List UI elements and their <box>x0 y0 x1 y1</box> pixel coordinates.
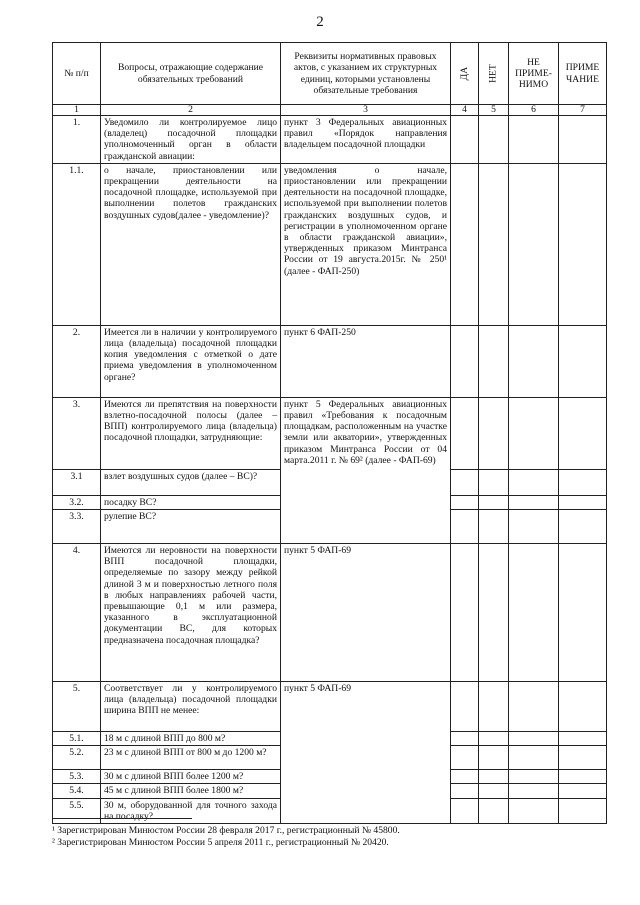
row-number: 3.1 <box>53 469 101 495</box>
question-cell: Соответствует ли у контролируемого лица (владельца) посадочной площадки ширина ВПП не менее: <box>101 682 281 732</box>
table-header-row <box>53 43 607 105</box>
col-number: 7 <box>559 105 607 116</box>
header-note: ПРИМЕ ЧАНИЕ <box>559 43 607 105</box>
header-questions: Вопросы, отражающие содержание обязательных требований <box>101 43 281 105</box>
not-applicable-cell[interactable] <box>509 770 559 784</box>
row-number: 1. <box>53 116 101 164</box>
question-cell: Имеются ли неровности на поверхности ВПП посадочной площадки, определяемые по зазору между рейкой длиной 3 м и поверхностью летного поля в любых направлениях рабочей части, превышающие 0,1 м или размера, указанного в эксплуатационной документации ВС, для которых предназначена посадочная площадка? <box>101 544 281 682</box>
not-applicable-cell[interactable] <box>509 325 559 397</box>
col-number: 5 <box>479 105 509 116</box>
yes-cell[interactable] <box>451 746 479 770</box>
header-num: № п/п <box>53 43 101 105</box>
question-cell: 18 м с длиной ВПП до 800 м? <box>101 732 281 746</box>
yes-cell[interactable] <box>451 784 479 798</box>
row-number: 2. <box>53 325 101 397</box>
question-cell: Имеется ли в наличии у контролируемого лица (владельца) посадочной площадки копия уведомления с отметкой о дате приема уведомления в уполномоченном органе? <box>101 325 281 397</box>
row-number: 3. <box>53 397 101 469</box>
note-cell[interactable] <box>559 495 607 509</box>
col-number: 4 <box>451 105 479 116</box>
question-cell: взлет воздушных судов (далее – ВС)? <box>101 469 281 495</box>
no-cell[interactable] <box>479 544 509 682</box>
no-cell[interactable] <box>479 325 509 397</box>
header-yes: ДА <box>451 43 479 105</box>
note-cell[interactable] <box>559 163 607 325</box>
yes-cell[interactable] <box>451 469 479 495</box>
not-applicable-cell[interactable] <box>509 469 559 495</box>
note-cell[interactable] <box>559 784 607 798</box>
note-cell[interactable] <box>559 325 607 397</box>
question-cell: о начале, приостановлении или прекращении деятельности на посадочной площадке, используемой при выполнении полетов гражданских воздушных судов(далее - уведомление)? <box>101 163 281 325</box>
question-cell: 30 м, оборудованной для точного захода на посадку? <box>101 798 281 823</box>
not-applicable-cell[interactable] <box>509 397 559 469</box>
table-row <box>53 163 607 325</box>
row-number: 5.1. <box>53 732 101 746</box>
footnotes <box>52 818 606 849</box>
row-number: 5.3. <box>53 770 101 784</box>
note-cell[interactable] <box>559 544 607 682</box>
page-number: 2 <box>316 14 324 30</box>
header-no: НЕТ <box>479 43 509 105</box>
note-cell[interactable] <box>559 397 607 469</box>
no-cell[interactable] <box>479 770 509 784</box>
no-cell[interactable] <box>479 682 509 732</box>
requirements-table <box>52 42 607 824</box>
no-cell[interactable] <box>479 116 509 164</box>
question-cell: 30 м с длиной ВПП более 1200 м? <box>101 770 281 784</box>
column-numbers-row <box>53 105 607 116</box>
yes-cell[interactable] <box>451 495 479 509</box>
row-number: 1.1. <box>53 163 101 325</box>
no-cell[interactable] <box>479 163 509 325</box>
requisite-cell: пункт 5 ФАП-69 <box>281 682 451 824</box>
col-number: 6 <box>509 105 559 116</box>
table-row <box>53 682 607 732</box>
row-number: 5. <box>53 682 101 732</box>
requisite-cell: пункт 3 Федеральных авиационных правил «Порядок направления владельцем посадочной площадки <box>281 116 451 164</box>
question-cell: Имеются ли препятствия на поверхности взлетно-посадочной полосы (далее – ВПП) контролируемого лица (владельца) посадочной площадки, затрудняющие: <box>101 397 281 469</box>
yes-cell[interactable] <box>451 163 479 325</box>
footnote-2: ² Зарегистрирован Минюстом России 5 апреля 2011 г., регистрационный № 20420. <box>52 837 389 848</box>
not-applicable-cell[interactable] <box>509 682 559 732</box>
note-cell[interactable] <box>559 746 607 770</box>
footnote-1: ¹ Зарегистрирован Минюстом России 28 февраля 2017 г., регистрационный № 45800. <box>52 825 400 836</box>
yes-cell[interactable] <box>451 325 479 397</box>
col-number: 3 <box>281 105 451 116</box>
not-applicable-cell[interactable] <box>509 495 559 509</box>
footnote-divider <box>52 818 192 819</box>
table-row <box>53 325 607 397</box>
requisite-cell: пункт 5 Федеральных авиационных правил «Требования к посадочным площадкам, расположенным на участке земли или акватории», утвержденных приказом Минтранса России от 04 марта.2011 г. № 69² (далее - ФАП-69) <box>281 397 451 543</box>
col-number: 1 <box>53 105 101 116</box>
note-cell[interactable] <box>559 770 607 784</box>
row-number: 3.3. <box>53 510 101 544</box>
row-number: 5.5. <box>53 798 101 823</box>
col-number: 2 <box>101 105 281 116</box>
question-cell: 23 м с длиной ВПП от 800 м до 1200 м? <box>101 746 281 770</box>
no-cell[interactable] <box>479 732 509 746</box>
table-row <box>53 397 607 469</box>
yes-cell[interactable] <box>451 397 479 469</box>
not-applicable-cell[interactable] <box>509 784 559 798</box>
yes-cell[interactable] <box>451 770 479 784</box>
header-not-applicable: НЕ ПРИМЕ-НИМО <box>509 43 559 105</box>
requisite-cell: уведомления о начале, приостановлении или прекращении деятельности на посадочной площадке, используемой при выполнении полетов гражданских воздушных судов, и регистрации в уполномоченном органе в области гражданской авиации», утвержденных приказом Минтранса России от 19 августа.2015г. № 250¹ (далее - ФАП-250) <box>281 163 451 325</box>
not-applicable-cell[interactable] <box>509 510 559 544</box>
no-cell[interactable] <box>479 495 509 509</box>
table-row <box>53 116 607 164</box>
header-requisites: Реквизиты нормативных правовых актов, с указанием их структурных единиц, которыми установлены обязательные требования <box>281 43 451 105</box>
row-number: 5.2. <box>53 746 101 770</box>
no-cell[interactable] <box>479 469 509 495</box>
row-number: 3.2. <box>53 495 101 509</box>
yes-cell[interactable] <box>451 116 479 164</box>
note-cell[interactable] <box>559 469 607 495</box>
no-cell[interactable] <box>479 746 509 770</box>
requisite-cell: пункт 5 ФАП-69 <box>281 544 451 682</box>
row-number: 4. <box>53 544 101 682</box>
not-applicable-cell[interactable] <box>509 732 559 746</box>
requisite-cell: пункт 6 ФАП-250 <box>281 325 451 397</box>
yes-cell[interactable] <box>451 732 479 746</box>
not-applicable-cell[interactable] <box>509 746 559 770</box>
no-cell[interactable] <box>479 510 509 544</box>
question-cell: рулепие ВС? <box>101 510 281 544</box>
not-applicable-cell[interactable] <box>509 544 559 682</box>
no-cell[interactable] <box>479 784 509 798</box>
table-row <box>53 544 607 682</box>
note-cell[interactable] <box>559 732 607 746</box>
yes-cell[interactable] <box>451 510 479 544</box>
question-cell: 45 м с длиной ВПП более 1800 м? <box>101 784 281 798</box>
question-cell: посадку ВС? <box>101 495 281 509</box>
note-cell[interactable] <box>559 510 607 544</box>
row-number: 5.4. <box>53 784 101 798</box>
not-applicable-cell[interactable] <box>509 163 559 325</box>
note-cell[interactable] <box>559 116 607 164</box>
question-cell: Уведомило ли контролируемое лицо (владелец) посадочной площадки уполномоченный орган в области гражданской авиации: <box>101 116 281 164</box>
note-cell[interactable] <box>559 682 607 732</box>
yes-cell[interactable] <box>451 544 479 682</box>
no-cell[interactable] <box>479 397 509 469</box>
yes-cell[interactable] <box>451 682 479 732</box>
not-applicable-cell[interactable] <box>509 116 559 164</box>
